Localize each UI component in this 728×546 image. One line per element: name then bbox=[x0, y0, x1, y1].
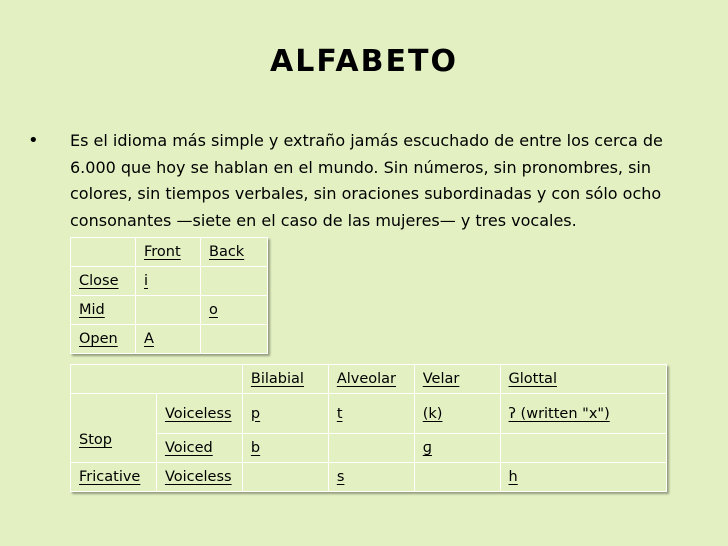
table-cell: s bbox=[328, 463, 414, 492]
table-cell: b bbox=[242, 434, 328, 463]
table-header: Bilabial bbox=[242, 365, 328, 394]
table-cell bbox=[500, 434, 666, 463]
table-cell bbox=[71, 238, 136, 267]
row-label: Voiceless bbox=[156, 463, 242, 492]
table-cell: p bbox=[242, 394, 328, 434]
table-row bbox=[71, 325, 268, 354]
table-cell bbox=[71, 365, 243, 394]
row-label: Fricative bbox=[71, 463, 157, 492]
table-cell bbox=[136, 296, 201, 325]
table-row bbox=[71, 394, 667, 434]
vowel-table bbox=[70, 237, 268, 354]
table-row bbox=[71, 267, 268, 296]
table-row bbox=[71, 434, 667, 463]
table-cell: ɡ bbox=[414, 434, 500, 463]
table-cell bbox=[201, 267, 268, 296]
table-header: Velar bbox=[414, 365, 500, 394]
bullet-item bbox=[28, 128, 698, 234]
row-label: Voiceless bbox=[156, 394, 242, 434]
table-header: Alveolar bbox=[328, 365, 414, 394]
row-label: Close bbox=[71, 267, 136, 296]
table-cell: ʔ (written "x") bbox=[500, 394, 666, 434]
table-cell bbox=[414, 463, 500, 492]
table-header: Glottal bbox=[500, 365, 666, 394]
bullet-text: Es el idioma más simple y extraño jamás escuchado de entre los cerca de 6.000 que hoy se hablan en el mundo. Sin números, sin pronombres, sin colores, sin tiempos verbales, sin oraciones subordinadas y con sólo ocho consonantes —siete en el caso de las mujeres— y tres vocales. bbox=[70, 131, 663, 230]
table-cell: t bbox=[328, 394, 414, 434]
bullet-dot-icon: • bbox=[28, 130, 39, 151]
row-label: Mid bbox=[71, 296, 136, 325]
table-cell bbox=[242, 463, 328, 492]
row-label: Voiced bbox=[156, 434, 242, 463]
table-cell bbox=[328, 434, 414, 463]
table-cell bbox=[201, 325, 268, 354]
table-cell: (k) bbox=[414, 394, 500, 434]
table-cell: A bbox=[136, 325, 201, 354]
table-row bbox=[71, 365, 667, 394]
table-cell: o bbox=[201, 296, 268, 325]
row-label: Stop bbox=[71, 394, 157, 463]
slide-title: ALFABETO bbox=[270, 44, 458, 79]
table-row bbox=[71, 463, 667, 492]
consonant-table bbox=[70, 364, 667, 492]
table-header: Front bbox=[136, 238, 201, 267]
table-row bbox=[71, 296, 268, 325]
table-cell: h bbox=[500, 463, 666, 492]
table-row bbox=[71, 238, 268, 267]
row-label: Open bbox=[71, 325, 136, 354]
table-cell: i bbox=[136, 267, 201, 296]
table-header: Back bbox=[201, 238, 268, 267]
